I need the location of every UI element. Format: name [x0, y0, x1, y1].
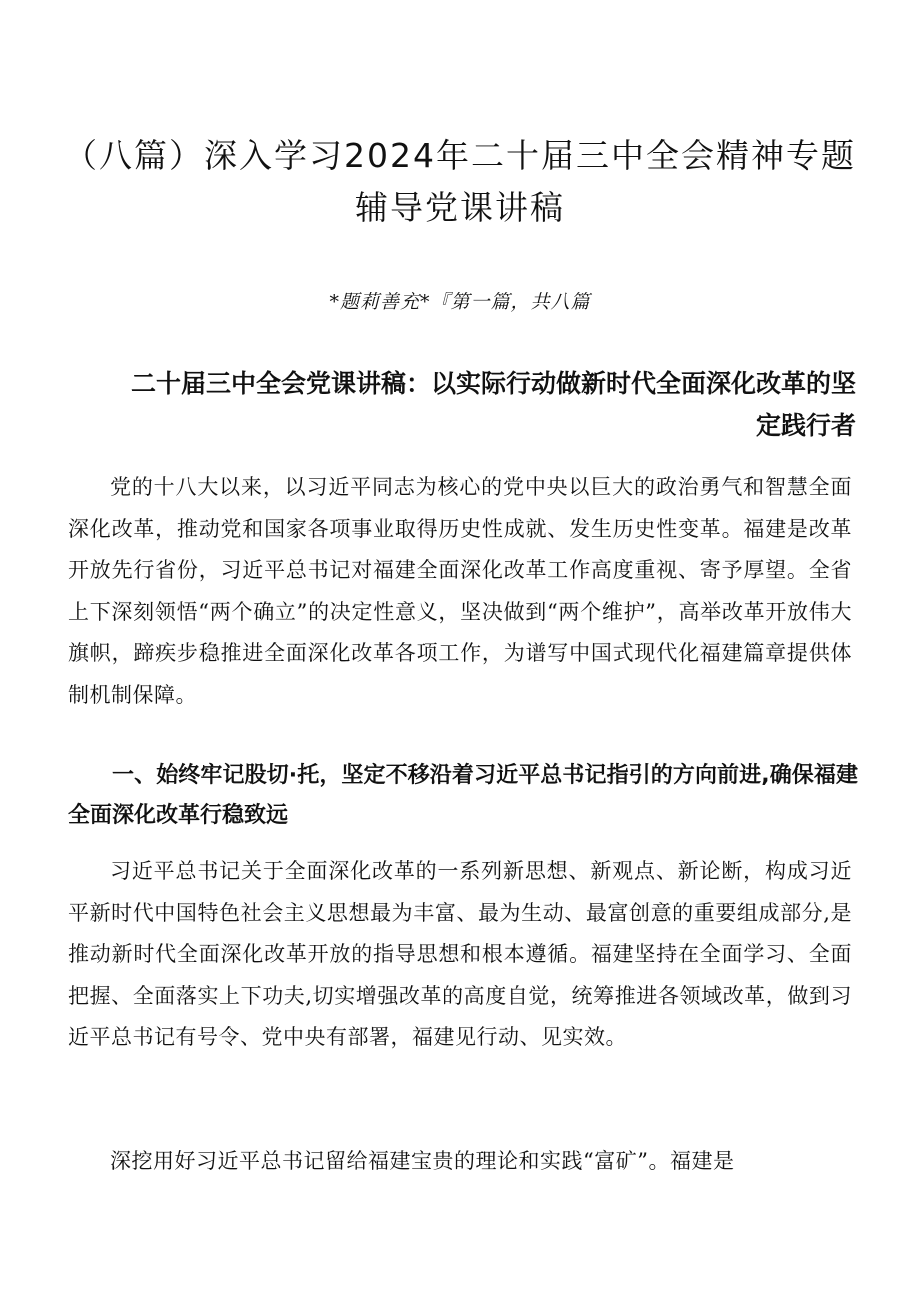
body-paragraph-3: 深挖用好习近平总书记留给福建宝贵的理论和实践“富矿”。福建是: [110, 1149, 735, 1173]
article-title-line-1: 二十届三中全会党课讲稿：以实际行动做新时代全面深化改革的坚: [130, 368, 856, 398]
document-title: [60, 130, 860, 234]
body-paragraph-2: 习近平总书记关于全面深化改革的一系列新思想、新观点、新论断，构成习近平新时代中国特色社会主义思想最为丰富、最为生动、最富创意的重要组成部分,是推动新时代全面深化改革开放的指导思想和根本遵循。福建坚持在全面学习、全面把握、全面落实上下功夫,切实增强改革的高度自觉，统筹推进各领域改革，做到习近平总书记有号令、党中央有部署，福建见行动、见实效。: [68, 859, 852, 1049]
document-title-line-2: 辅导党课讲稿: [355, 188, 565, 228]
article-title-line-2: 定践行者: [755, 410, 856, 440]
section-heading-1: 一、始终牢记股切·托，坚定不移沿着习近平总书记指引的方向前进,确保福建全面深化改革行稳致远: [68, 763, 858, 828]
article-title: [80, 363, 856, 447]
document-title-line-1: （八篇）深入学习2024年二十届三中全会精神专题: [64, 136, 856, 176]
document-subtitle: *题莉善充*『第一篇，共八篇: [329, 291, 591, 313]
body-paragraph-1: 党的十八大以来，以习近平同志为核心的党中央以巨大的政治勇气和智慧全面深化改革，推动党和国家各项事业取得历史性成就、发生历史性变革。福建是改革开放先行省份，习近平总书记对福建全面深化改革工作高度重视、寄予厚望。全省上下深刻领悟“两个确立”的决定性意义，坚决做到“两个维护”，高举改革开放伟大旗帜，蹄疾步稳推进全面深化改革各项工作，为谱写中国式现代化福建篇章提供体制机制保障。: [68, 475, 852, 707]
